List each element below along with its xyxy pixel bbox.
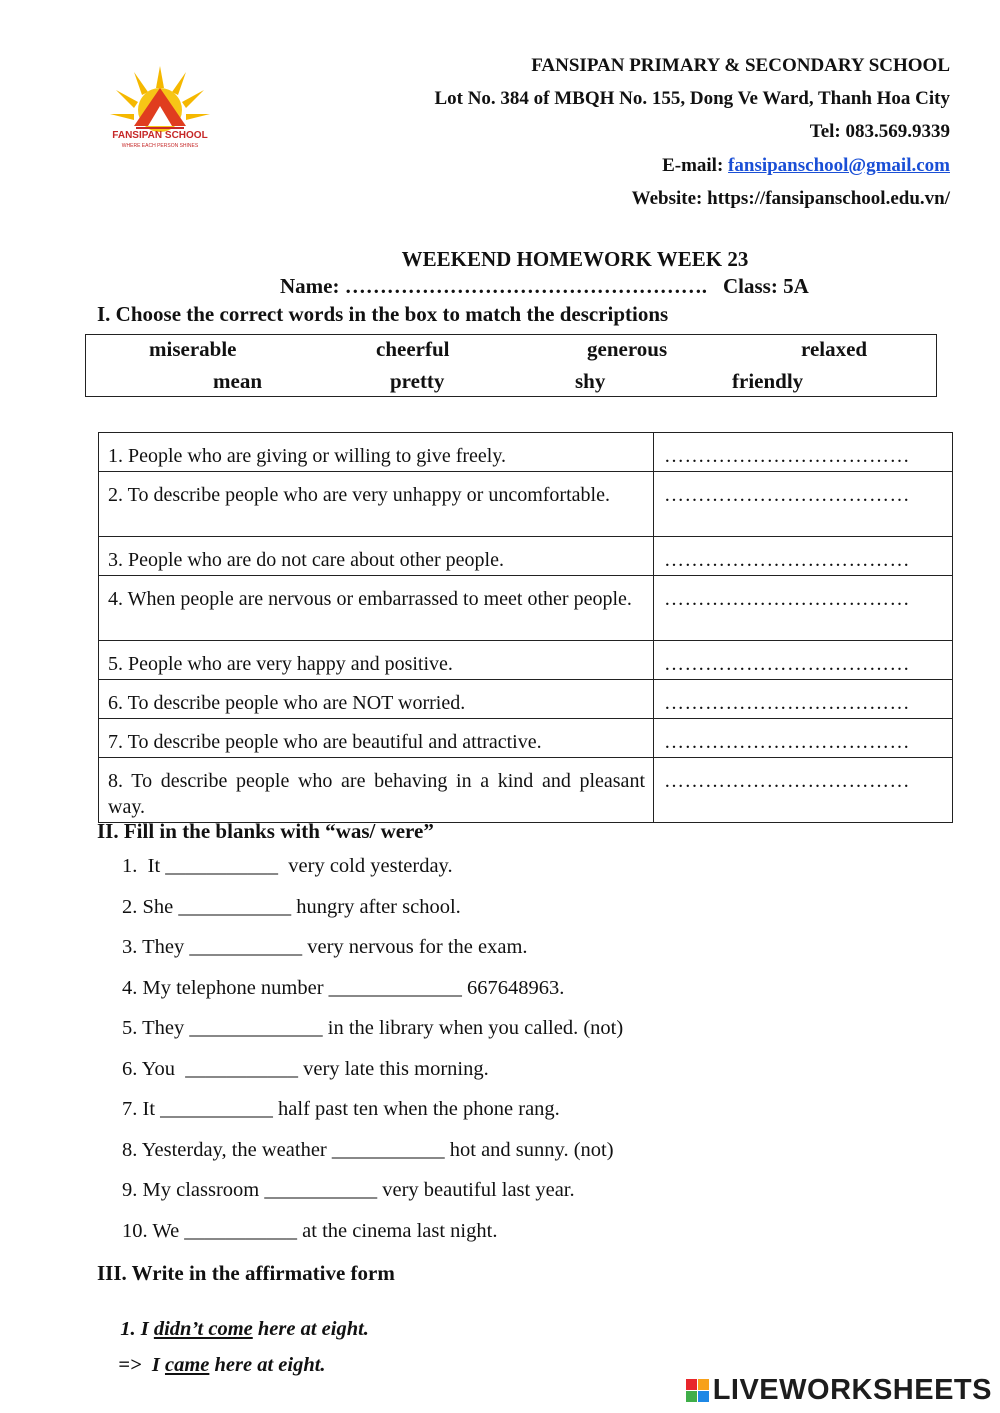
word-item: generous [587, 337, 668, 361]
svg-text:WHERE EACH PERSON SHINES: WHERE EACH PERSON SHINES [121, 143, 199, 149]
description-cell: 1. People who are giving or willing to give freely. [99, 433, 654, 472]
table-row [99, 641, 953, 680]
email-link[interactable]: fansipanschool@gmail.com [728, 155, 950, 176]
school-logo [104, 58, 216, 150]
example-suffix: here at eight. [252, 1318, 369, 1340]
word-item: relaxed [801, 337, 868, 361]
word-item: shy [575, 369, 606, 393]
part3-heading: III. Write in the affirmative form [97, 1261, 395, 1285]
table-row [99, 719, 953, 758]
brand-square-icon [698, 1379, 709, 1390]
fill-item[interactable]: 2. She ___________ hungry after school. [122, 896, 461, 918]
fill-item[interactable]: 3. They ___________ very nervous for the exam. [122, 936, 528, 958]
description-cell: 6. To describe people who are NOT worried. [99, 680, 654, 719]
brand-square-icon [686, 1391, 697, 1402]
school-address: Lot No. 384 of MBQH No. 155, Dong Ve Ward, Thanh Hoa City [434, 88, 950, 109]
word-item: friendly [732, 369, 804, 393]
example-underlined: didn’t come [153, 1318, 253, 1340]
part1-heading: I. Choose the correct words in the box to match the descriptions [97, 302, 669, 326]
answer-blank[interactable]: ……………………………… [654, 433, 953, 472]
word-item: mean [213, 369, 262, 393]
table-row [99, 680, 953, 719]
table-row [99, 537, 953, 576]
answer-blank[interactable]: ……………………………… [654, 472, 953, 537]
answer-blank[interactable]: ……………………………… [654, 537, 953, 576]
answer-prefix: => I [118, 1354, 165, 1376]
example-answer [108, 1331, 326, 1377]
page-title: WEEKEND HOMEWORK WEEK 23 [401, 247, 749, 271]
matching-table [98, 432, 953, 823]
school-tel: Tel: 083.569.9339 [809, 121, 950, 142]
answer-blank[interactable]: ……………………………… [654, 641, 953, 680]
description-cell: 3. People who are do not care about other people. [99, 537, 654, 576]
answer-blank[interactable]: ……………………………… [654, 719, 953, 758]
description-cell: 4. When people are nervous or embarrassed to meet other people. [99, 576, 654, 641]
fill-item[interactable]: 6. You ___________ very late this morning. [122, 1058, 489, 1080]
fill-item[interactable]: 4. My telephone number _____________ 667648963. [122, 977, 565, 999]
table-row [99, 472, 953, 537]
description-cell: 2. To describe people who are very unhappy or uncomfortable. [99, 472, 654, 537]
answer-blank[interactable]: ……………………………… [654, 680, 953, 719]
liveworksheets-brand [686, 1374, 992, 1407]
svg-text:FANSIPAN SCHOOL: FANSIPAN SCHOOL [112, 130, 208, 141]
brand-square-icon [698, 1391, 709, 1402]
name-field: Name: ……………………………………………. [280, 274, 707, 298]
table-row [99, 433, 953, 472]
fill-item[interactable]: 9. My classroom ___________ very beautiful last year. [122, 1179, 575, 1201]
fill-item[interactable]: 8. Yesterday, the weather ___________ hot and sunny. (not) [122, 1139, 614, 1161]
answer-blank[interactable]: ……………………………… [654, 758, 953, 823]
email-label: E-mail: [662, 155, 729, 176]
word-item: miserable [149, 337, 237, 361]
answer-suffix: here at eight. [209, 1354, 326, 1376]
description-cell: 7. To describe people who are beautiful and attractive. [99, 719, 654, 758]
word-item: cheerful [376, 337, 450, 361]
fill-item[interactable]: 7. It ___________ half past ten when the phone rang. [122, 1098, 560, 1120]
description-cell: 8. To describe people who are behaving in a kind and pleasant way. [99, 758, 654, 823]
word-box [85, 334, 937, 397]
class-field: Class: 5A [722, 274, 809, 298]
fill-item[interactable]: 1. It ___________ very cold yesterday. [122, 855, 453, 877]
fill-item[interactable]: 5. They _____________ in the library when you called. (not) [122, 1017, 624, 1039]
name-class-line [280, 274, 809, 299]
word-item: pretty [390, 369, 445, 393]
school-website: Website: https://fansipanschool.edu.vn/ [631, 188, 950, 209]
description-cell: 5. People who are very happy and positive. [99, 641, 654, 680]
answer-underlined: came [164, 1354, 210, 1376]
school-name: FANSIPAN PRIMARY & SECONDARY SCHOOL [531, 55, 950, 76]
school-email [662, 155, 950, 177]
part2-heading: II. Fill in the blanks with “was/ were” [97, 819, 434, 843]
example-prefix: 1. I [120, 1318, 154, 1340]
liveworksheets-wordmark: LIVEWORKSHEETS [712, 1374, 992, 1406]
answer-blank[interactable]: ……………………………… [654, 576, 953, 641]
table-row [99, 576, 953, 641]
brand-square-icon [686, 1379, 697, 1390]
table-row [99, 758, 953, 823]
liveworksheets-icon [686, 1379, 709, 1402]
fill-item[interactable]: 10. We ___________ at the cinema last night. [122, 1220, 498, 1242]
